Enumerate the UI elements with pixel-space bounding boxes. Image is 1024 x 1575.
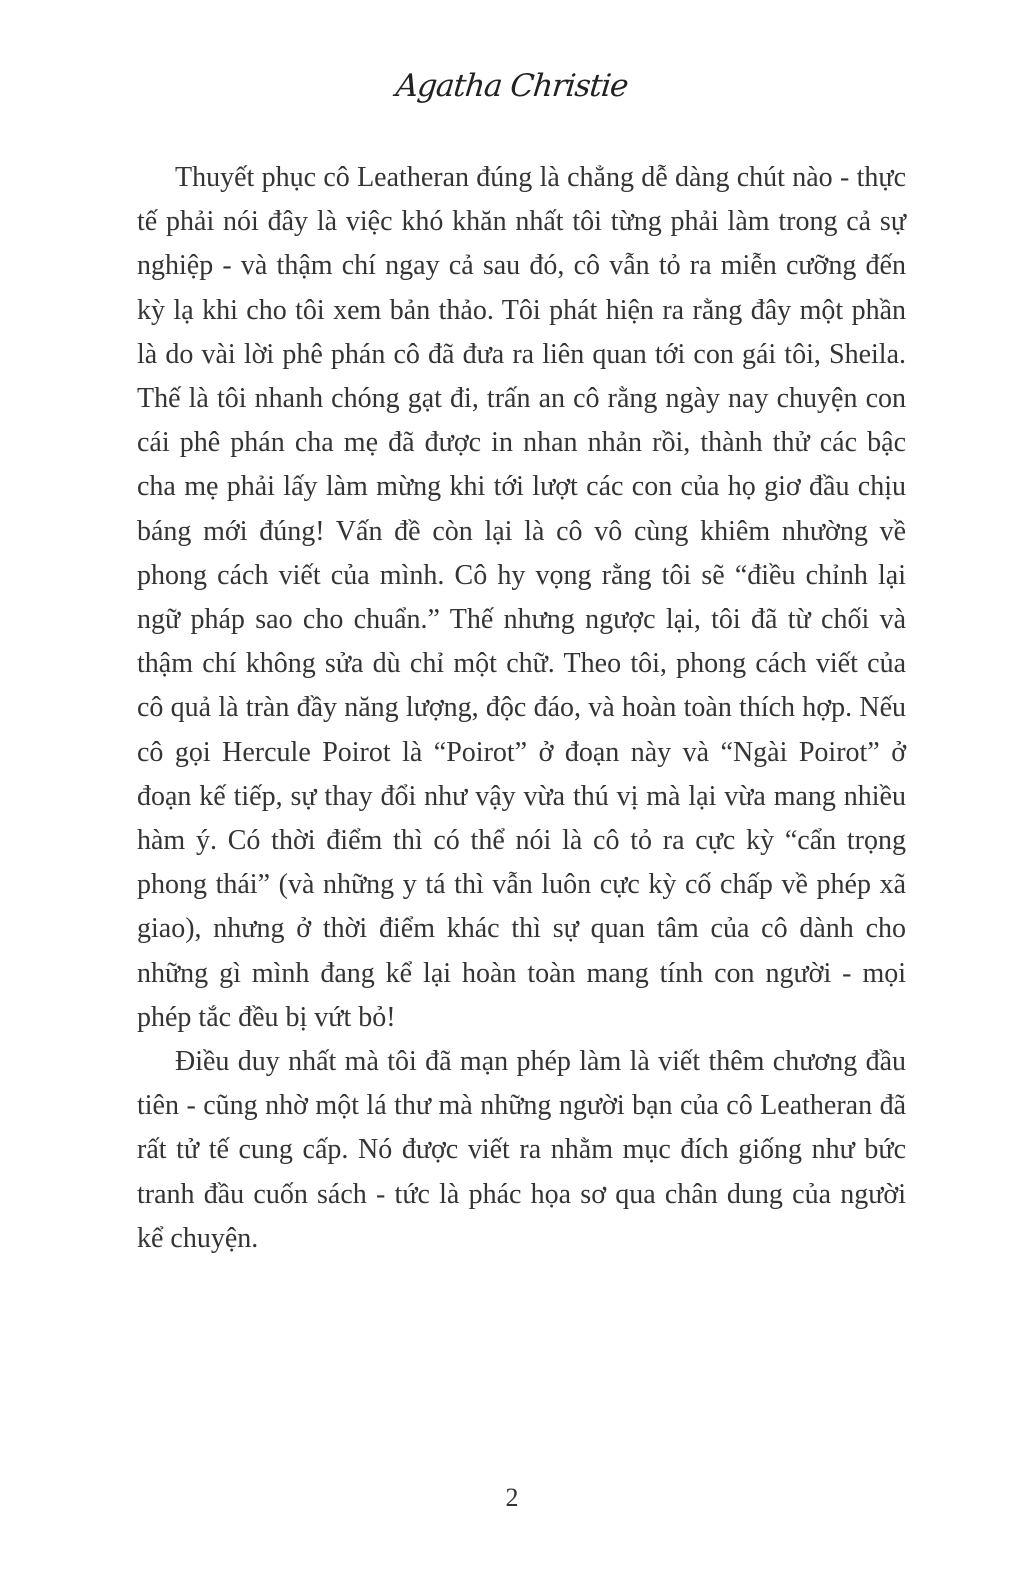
page-footer — [0, 1483, 1024, 1513]
paragraph: Thuyết phục cô Leatheran đúng là chẳng dễ dàng chút nào - thực tế phải nói đây là việc khó khăn nhất tôi từng phải làm trong cả sự nghiệp - và thậm chí ngay cả sau đó, cô vẫn tỏ ra miễn cưỡng đến kỳ lạ khi cho tôi xem bản thảo. Tôi phát hiện ra rằng đây một phần là do vài lời phê phán cô đã đưa ra liên quan tới con gái tôi, Sheila. Thế là tôi nhanh chóng gạt đi, trấn an cô rằng ngày nay chuyện con cái phê phán cha mẹ đã được in nhan nhản rồi, thành thử các bậc cha mẹ phải lấy làm mừng khi tới lượt các con của họ giơ đầu chịu báng mới đúng! Vấn đề còn lại là cô vô cùng khiêm nhường về phong cách viết của mình. Cô hy vọng rằng tôi sẽ “điều chỉnh lại ngữ pháp sao cho chuẩn.” Thế nhưng ngược lại, tôi đã từ chối và thậm chí không sửa dù chỉ một chữ. Theo tôi, phong cách viết của cô quả là tràn đầy năng lượng, độc đáo, và hoàn toàn thích hợp. Nếu cô gọi Hercule Poirot là “Poirot” ở đoạn này và “Ngài Poirot” ở đoạn kế tiếp, sự thay đổi như vậy vừa thú vị mà lại vừa mang nhiều hàm ý. Có thời điểm thì có thể nói là cô tỏ ra cực kỳ “cẩn trọng phong thái” (và những y tá thì vẫn luôn cực kỳ cố chấp về phép xã giao), nhưng ở thời điểm khác thì sự quan tâm của cô dành cho những gì mình đang kể lại hoàn toàn mang tính con người - mọi phép tắc đều bị vứt bỏ! — [137, 162, 906, 1033]
page-body — [0, 104, 1024, 1261]
agatha-christie-signature-logo: Agatha Christie — [394, 68, 630, 104]
paragraph: Điều duy nhất mà tôi đã mạn phép làm là viết thêm chương đầu tiên - cũng nhờ một lá thư mà những người bạn của cô Leatheran đã rất tử tế cung cấp. Nó được viết ra nhằm mục đích giống như bức tranh đầu cuốn sách - tức là phác họa sơ qua chân dung của người kể chuyện. — [137, 1046, 906, 1254]
page-header — [0, 0, 1024, 104]
page-number: 2 — [505, 1483, 519, 1512]
